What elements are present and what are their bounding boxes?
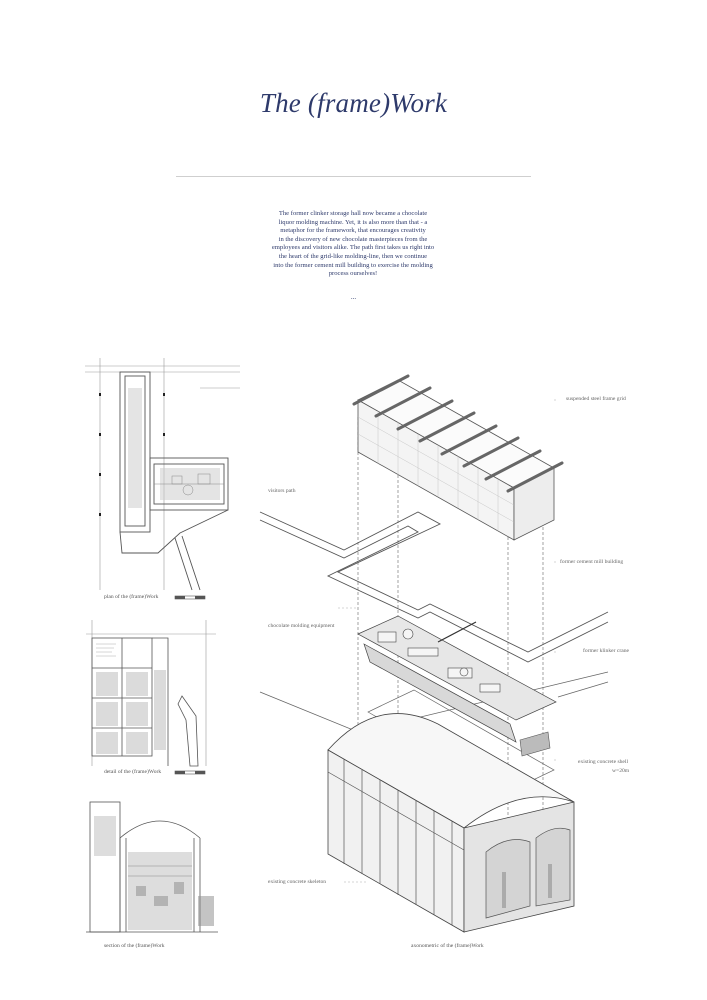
- page-title: The (frame)Work: [259, 88, 448, 118]
- intro-line: The former clinker storage hall now became a chocolate: [278, 210, 428, 217]
- label-steel-grid: suspended steel frame grid: [566, 396, 626, 402]
- label-molding-equipment: chocolate molding equipment: [268, 623, 335, 629]
- detail-scale-bar: [175, 770, 205, 776]
- detail-drawing: [86, 620, 216, 766]
- plan-scale-bar: [175, 595, 205, 601]
- label-visitors-path: visitors path: [268, 488, 296, 494]
- intro-paragraph: [262, 210, 444, 279]
- label-concrete-shell: existing concrete shell: [578, 759, 629, 765]
- axonometric-drawing: [258, 372, 608, 942]
- intro-line: the heart of the grid-like molding-line, then we continue: [278, 252, 428, 260]
- label-shell-span: w=20m: [612, 768, 630, 774]
- intro-line: in the discovery of new chocolate masterpieces from the: [278, 235, 428, 243]
- intro-line: process ourselves!: [328, 270, 378, 278]
- section-drawing: [86, 796, 218, 934]
- plan-drawing: [80, 358, 240, 590]
- label-clinker-crane: former klinker crane: [583, 648, 629, 654]
- intro-line: into the former cement mill building to exercise the molding: [273, 261, 433, 269]
- label-cement-mill: former cement mill building: [560, 559, 624, 565]
- plan-caption: plan of the (frame)Work: [104, 594, 159, 600]
- axonometric-caption: axonometric of the (frame)Work: [411, 943, 484, 949]
- intro-ellipsis: ...: [350, 293, 357, 301]
- section-caption: section of the (frame)Work: [104, 943, 165, 949]
- detail-caption: detail of the (frame)Work: [104, 769, 162, 775]
- intro-line: metaphor for the framework, that encourages creativity: [280, 227, 426, 235]
- title-divider: [176, 176, 531, 177]
- intro-line: employees and visitors alike. The path first takes us right into: [271, 244, 435, 252]
- label-concrete-skeleton: existing concrete skeleton: [268, 879, 327, 885]
- intro-line: liquor molding machine. Yet, it is also more than that - a: [278, 218, 428, 226]
